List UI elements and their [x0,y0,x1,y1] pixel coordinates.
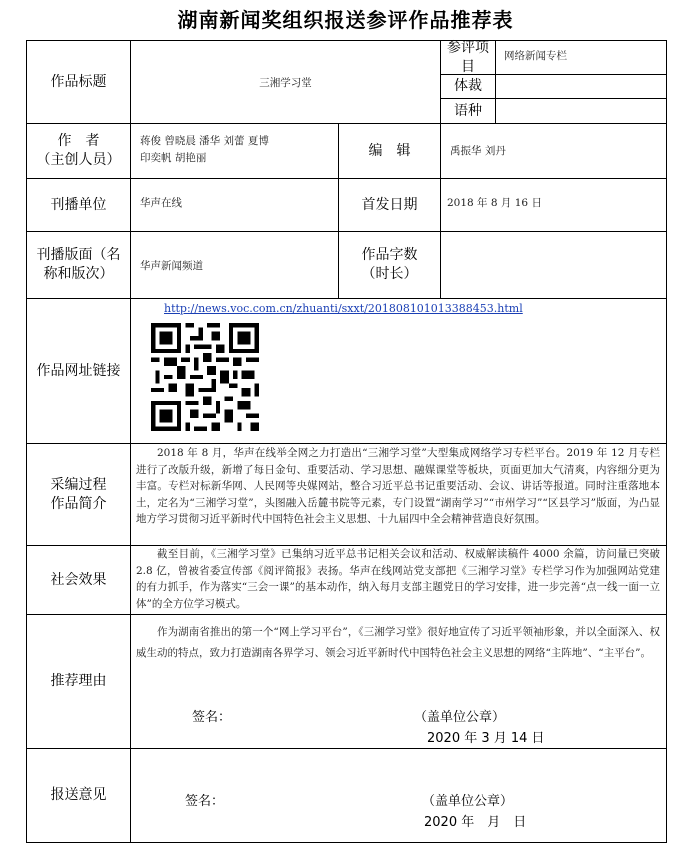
reason-label: 推荐理由 [50,673,107,689]
work-url-link[interactable]: http://news.voc.com.cn/zhuanti/sxxt/201808101013388453.html [164,302,523,315]
reason-seal-label: （盖单位公章） [414,710,506,725]
author-label: 作 者 （主创人员） [36,133,121,168]
opinion-label: 报送意见 [50,787,107,803]
editor-label: 编 辑 [368,142,411,159]
form-title: 湖南新闻奖组织报送参评作品推荐表 [177,8,514,32]
url-label: 作品网址链接 [36,362,121,379]
reason-date: 2020 年 3 月 14 日 [427,731,545,746]
work-title-value: 三湘学习堂 [259,77,312,89]
author-value: 蒋俊 曾晓晨 潘华 刘蕾 夏博 印奕帆 胡艳丽 [140,135,269,164]
publisher-label: 刊播单位 [50,196,107,213]
section-label: 刊播版面（名称和版次） [36,247,121,282]
work-title-label: 作品标题 [50,73,107,90]
language-label: 语种 [454,102,482,119]
genre-label: 体裁 [454,78,482,94]
reason-text: 作为湖南省推出的第一个“网上学习平台”，《三湘学习堂》很好地宣传了习近平领袖形象，并以全面深入、权威生动的特点，致力打造湖南各界学习、领会习近平新时代中国特色社会主义思想的网络“主阵地”、“主平台”。 [136,626,660,659]
opinion-seal-label: （盖单位公章） [422,794,514,809]
section-value: 华声新闻频道 [140,260,203,272]
effect-label: 社会效果 [50,571,107,588]
process-label: 采编过程 作品简介 [50,476,107,512]
first-date-value: 2018 年 8 月 16 日 [447,197,542,209]
opinion-date: 2020 年 月 日 [424,815,527,830]
editor-value: 禹振华 刘丹 [450,145,506,157]
process-text: 2018 年 8 月，华声在线举全网之力打造出“三湘学习堂”大型集成网络学习专栏平台。2019 年 12 月专栏进行了改版升级，新增了每日金句、重要活动、学习思想、融媒课堂等板块，页面更加大气清爽，内容细分更为丰富。专栏对标新华网、人民网等央媒网站，整合习近平总书记重要活动、会议、讲话等报道。同时注重落地本土，定名为“三湘学习堂”，头图融入岳麓书院等元素，专门设置“湖南学习”“市州学习”“区县学习”版面，为凸显地方学习贯彻习近平新时代中国特色社会主义思想、十九届四中全会精神营造良好氛围。 [136,447,660,525]
effect-text: 截至目前，《三湘学习堂》已集纳习近平总书记相关会议和活动、权威解读稿件 4000 余篇，访问量已突破 2.8 亿，曾被省委宣传部《阅评简报》表扬。华声在线网站党支部把《三湘学习堂》专栏学习作为加强网站党建的有力抓手，作为落实“三会一课”的基本动作，纳入每月支部主题党日的学习安排，进一步完善“点一线一面一立体”的全方位学习模式。 [136,548,660,610]
category-value: 网络新闻专栏 [504,50,567,62]
qr-code-icon [151,323,259,431]
reason-sign-label: 签名： [192,710,232,725]
first-date-label: 首发日期 [361,196,418,213]
opinion-sign-label: 签名： [185,794,225,809]
publisher-value: 华声在线 [140,197,182,209]
word-count-label: 作品字数 （时长） [361,247,418,282]
category-label: 参评项目 [447,39,489,75]
